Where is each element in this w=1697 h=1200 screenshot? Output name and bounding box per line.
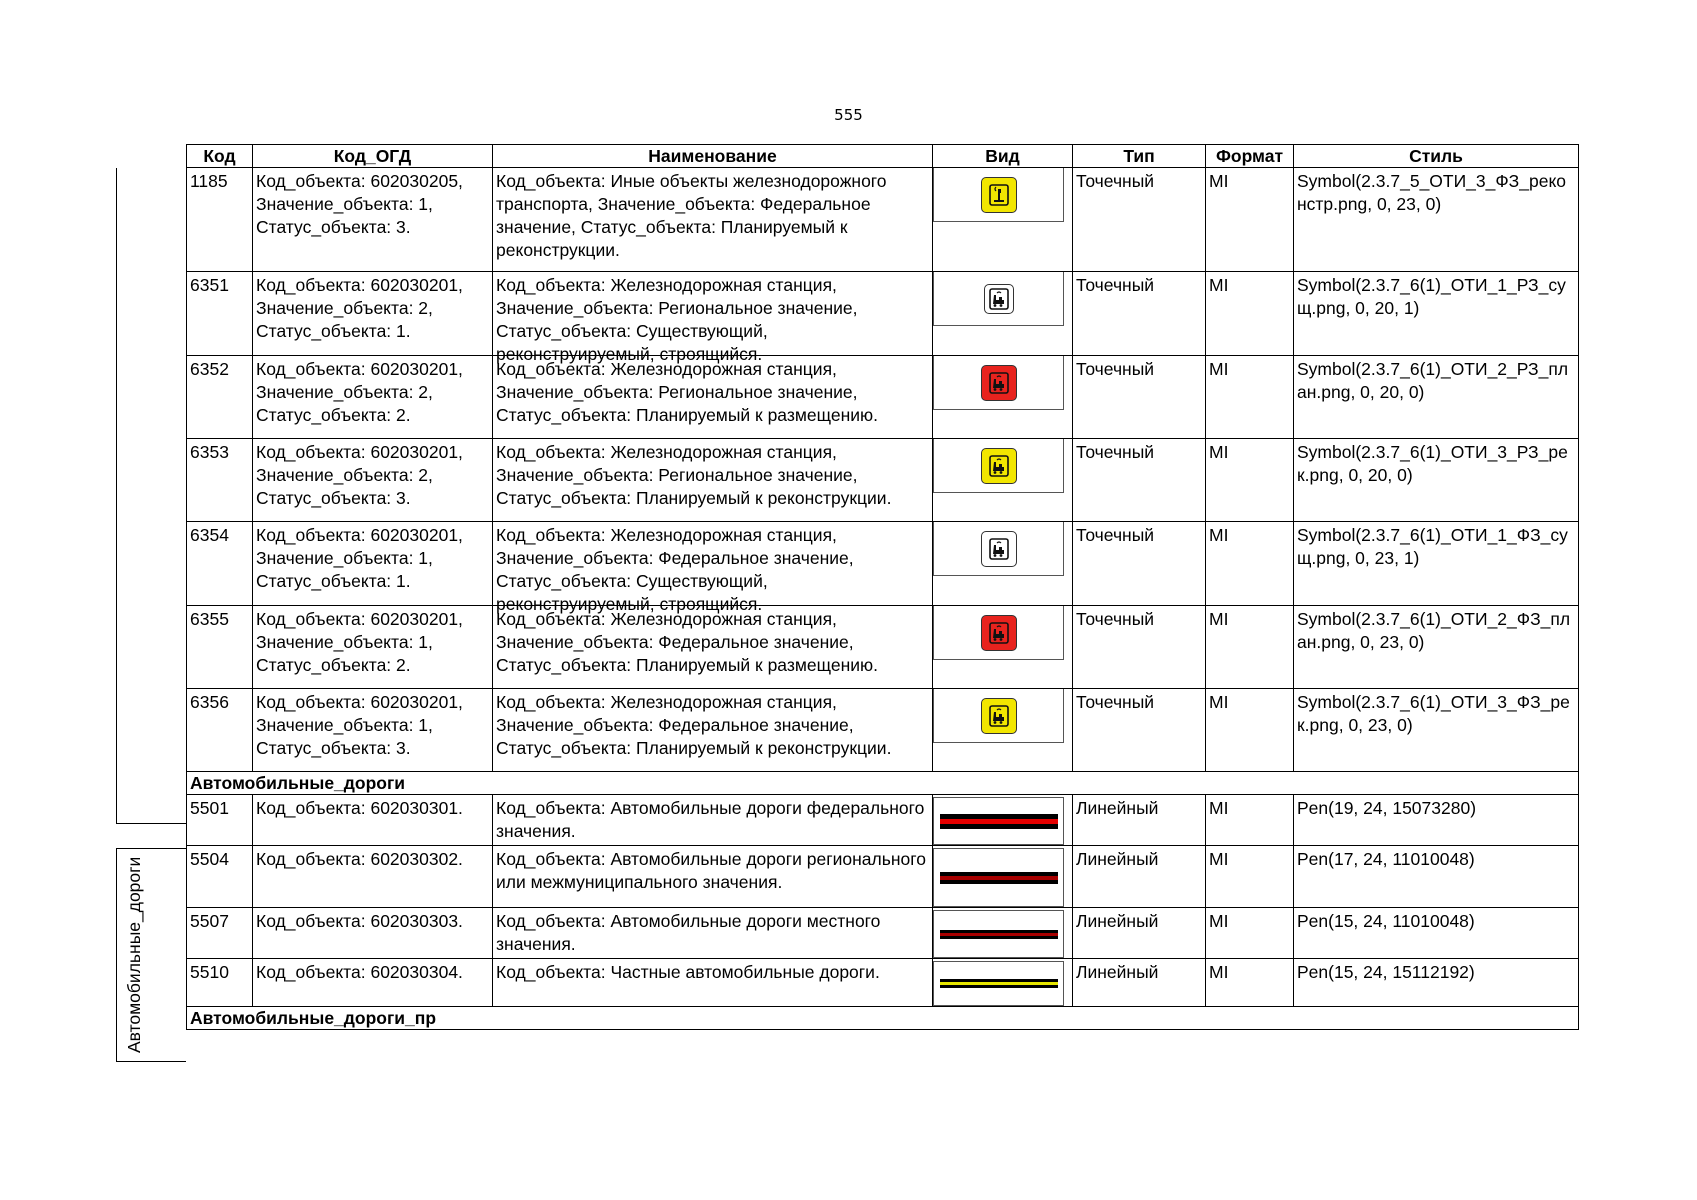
cell-tip: Линейный — [1073, 795, 1206, 846]
cell-style: Symbol(2.3.7_6(1)_ОТИ_3_ФЗ_рек.png, 0, 23, 0) — [1294, 689, 1579, 772]
cell-style: Symbol(2.3.7_6(1)_ОТИ_3_РЗ_рек.png, 0, 20, 0) — [1294, 439, 1579, 522]
cell-format: MI — [1206, 168, 1294, 272]
cell-kod-ogd: Код_объекта: 602030205, Значение_объекта: 1, Статус_объекта: 3. — [253, 168, 493, 272]
cell-name: Код_объекта: Автомобильные дороги регионального или межмуниципального значения. — [493, 846, 933, 908]
cell-name: Код_объекта: Железнодорожная станция, Значение_объекта: Федеральное значение, Статус_объекта: Планируемый к размещению. — [493, 606, 933, 689]
table-row — [187, 689, 1579, 772]
cell-vid — [933, 689, 1073, 772]
cell-kod-ogd: Код_объекта: 602030302. — [253, 846, 493, 908]
legend-table — [186, 144, 1579, 1030]
cell-format: MI — [1206, 908, 1294, 959]
symbol-frame — [933, 910, 1064, 958]
section-roads-pr — [187, 1007, 1579, 1030]
table-row — [187, 272, 1579, 356]
railway-station-icon — [981, 698, 1017, 734]
left-group-column-roads — [116, 848, 186, 1062]
cell-vid — [933, 959, 1073, 1007]
cell-vid — [933, 168, 1073, 272]
left-group-column — [116, 168, 186, 824]
cell-name: Код_объекта: Железнодорожная станция, Значение_объекта: Региональное значение, Статус_объекта: Планируемый к размещению. — [493, 356, 933, 439]
cell-style: Symbol(2.3.7_6(1)_ОТИ_2_РЗ_план.png, 0, 20, 0) — [1294, 356, 1579, 439]
railway-station-icon — [984, 284, 1014, 314]
symbol-frame — [933, 848, 1064, 907]
cell-tip: Точечный — [1073, 522, 1206, 606]
railway-station-icon — [981, 531, 1017, 567]
cell-format: MI — [1206, 439, 1294, 522]
cell-format: MI — [1206, 522, 1294, 606]
section-roads-label: Автомобильные_дороги — [187, 772, 1579, 795]
table-row — [187, 168, 1579, 272]
cell-vid — [933, 272, 1073, 356]
cell-tip: Линейный — [1073, 959, 1206, 1007]
cell-tip: Линейный — [1073, 908, 1206, 959]
cell-tip: Линейный — [1073, 846, 1206, 908]
table-row — [187, 356, 1579, 439]
railway-station-icon — [981, 365, 1017, 401]
cell-tip: Точечный — [1073, 356, 1206, 439]
section-roads-pr-label: Автомобильные_дороги_пр — [187, 1007, 1579, 1030]
railway-station-icon — [981, 615, 1017, 651]
railway-station-icon — [981, 448, 1017, 484]
table-row — [187, 439, 1579, 522]
cell-tip: Точечный — [1073, 689, 1206, 772]
cell-format: MI — [1206, 606, 1294, 689]
cell-format: MI — [1206, 795, 1294, 846]
cell-name: Код_объекта: Железнодорожная станция, Значение_объекта: Федеральное значение, Статус_объекта: Планируемый к реконструкции. — [493, 689, 933, 772]
symbol-frame — [933, 606, 1064, 660]
col-header-tip: Тип — [1073, 145, 1206, 168]
cell-name: Код_объекта: Автомобильные дороги федерального значения. — [493, 795, 933, 846]
cell-style: Symbol(2.3.7_6(1)_ОТИ_1_РЗ_сущ.png, 0, 20, 1) — [1294, 272, 1579, 356]
cell-style: Symbol(2.3.7_6(1)_ОТИ_1_ФЗ_сущ.png, 0, 23, 1) — [1294, 522, 1579, 606]
cell-kod: 5501 — [187, 795, 253, 846]
cell-kod: 6354 — [187, 522, 253, 606]
cell-kod: 5507 — [187, 908, 253, 959]
table-row — [187, 846, 1579, 908]
road-line-icon — [940, 979, 1058, 988]
road-line-icon — [940, 872, 1058, 884]
rail-transport-icon — [981, 177, 1017, 213]
cell-kod: 6356 — [187, 689, 253, 772]
cell-kod-ogd: Код_объекта: 602030201, Значение_объекта: 1, Статус_объекта: 2. — [253, 606, 493, 689]
cell-kod-ogd: Код_объекта: 602030201, Значение_объекта: 2, Статус_объекта: 2. — [253, 356, 493, 439]
section-roads — [187, 772, 1579, 795]
side-group-label: Автомобильные_дороги — [124, 856, 144, 1053]
cell-style: Pen(19, 24, 15073280) — [1294, 795, 1579, 846]
cell-kod-ogd: Код_объекта: 602030201, Значение_объекта: 2, Статус_объекта: 1. — [253, 272, 493, 356]
cell-kod-ogd: Код_объекта: 602030304. — [253, 959, 493, 1007]
symbol-frame — [933, 356, 1064, 410]
symbol-frame — [933, 961, 1064, 1006]
col-header-kod: Код — [187, 145, 253, 168]
road-line-icon — [940, 814, 1058, 829]
cell-vid — [933, 846, 1073, 908]
cell-kod: 6355 — [187, 606, 253, 689]
cell-name: Код_объекта: Частные автомобильные дороги. — [493, 959, 933, 1007]
cell-format: MI — [1206, 272, 1294, 356]
symbol-frame — [933, 439, 1064, 493]
cell-style: Symbol(2.3.7_5_ОТИ_3_ФЗ_реконстр.png, 0, 23, 0) — [1294, 168, 1579, 272]
col-header-vid: Вид — [933, 145, 1073, 168]
cell-kod: 5510 — [187, 959, 253, 1007]
cell-kod-ogd: Код_объекта: 602030301. — [253, 795, 493, 846]
symbol-frame — [933, 168, 1064, 222]
cell-kod: 6352 — [187, 356, 253, 439]
cell-vid — [933, 356, 1073, 439]
symbol-frame — [933, 522, 1064, 576]
cell-format: MI — [1206, 959, 1294, 1007]
cell-kod-ogd: Код_объекта: 602030201, Значение_объекта: 1, Статус_объекта: 3. — [253, 689, 493, 772]
cell-vid — [933, 908, 1073, 959]
table-row — [187, 795, 1579, 846]
cell-style: Pen(15, 24, 15112192) — [1294, 959, 1579, 1007]
cell-tip: Точечный — [1073, 606, 1206, 689]
table-header-row — [187, 145, 1579, 168]
cell-name: Код_объекта: Железнодорожная станция, Значение_объекта: Региональное значение, Статус_объекта: Планируемый к реконструкции. — [493, 439, 933, 522]
cell-format: MI — [1206, 689, 1294, 772]
table-row — [187, 522, 1579, 606]
col-header-style: Стиль — [1294, 145, 1579, 168]
cell-kod-ogd: Код_объекта: 602030201, Значение_объекта: 1, Статус_объекта: 1. — [253, 522, 493, 606]
symbol-frame — [933, 689, 1064, 743]
cell-kod: 6351 — [187, 272, 253, 356]
cell-tip: Точечный — [1073, 272, 1206, 356]
cell-format: MI — [1206, 356, 1294, 439]
cell-format: MI — [1206, 846, 1294, 908]
cell-vid — [933, 439, 1073, 522]
cell-vid — [933, 522, 1073, 606]
cell-vid — [933, 606, 1073, 689]
cell-kod: 5504 — [187, 846, 253, 908]
cell-kod-ogd: Код_объекта: 602030201, Значение_объекта: 2, Статус_объекта: 3. — [253, 439, 493, 522]
cell-kod: 6353 — [187, 439, 253, 522]
col-header-format: Формат — [1206, 145, 1294, 168]
table-row — [187, 908, 1579, 959]
cell-name: Код_объекта: Железнодорожная станция, Значение_объекта: Федеральное значение, Статус_объекта: Существующий, реконструируемый, строящийся. — [493, 522, 933, 606]
col-header-name: Наименование — [493, 145, 933, 168]
symbol-frame — [933, 272, 1064, 326]
cell-name: Код_объекта: Железнодорожная станция, Значение_объекта: Региональное значение, Статус_объекта: Существующий, реконструируемый, строящийся. — [493, 272, 933, 356]
cell-name: Код_объекта: Автомобильные дороги местного значения. — [493, 908, 933, 959]
cell-kod-ogd: Код_объекта: 602030303. — [253, 908, 493, 959]
cell-tip: Точечный — [1073, 439, 1206, 522]
cell-vid — [933, 795, 1073, 846]
symbol-frame — [933, 797, 1064, 845]
cell-kod: 1185 — [187, 168, 253, 272]
cell-style: Pen(17, 24, 11010048) — [1294, 846, 1579, 908]
col-header-kod-ogd: Код_ОГД — [253, 145, 493, 168]
cell-style: Symbol(2.3.7_6(1)_ОТИ_2_ФЗ_план.png, 0, 23, 0) — [1294, 606, 1579, 689]
table-row — [187, 959, 1579, 1007]
table-row — [187, 606, 1579, 689]
cell-name: Код_объекта: Иные объекты железнодорожного транспорта, Значение_объекта: Федеральное значение, Статус_объекта: Планируемый к реконструкции. — [493, 168, 933, 272]
page-number: 555 — [834, 106, 863, 124]
cell-style: Pen(15, 24, 11010048) — [1294, 908, 1579, 959]
road-line-icon — [940, 930, 1058, 939]
cell-tip: Точечный — [1073, 168, 1206, 272]
